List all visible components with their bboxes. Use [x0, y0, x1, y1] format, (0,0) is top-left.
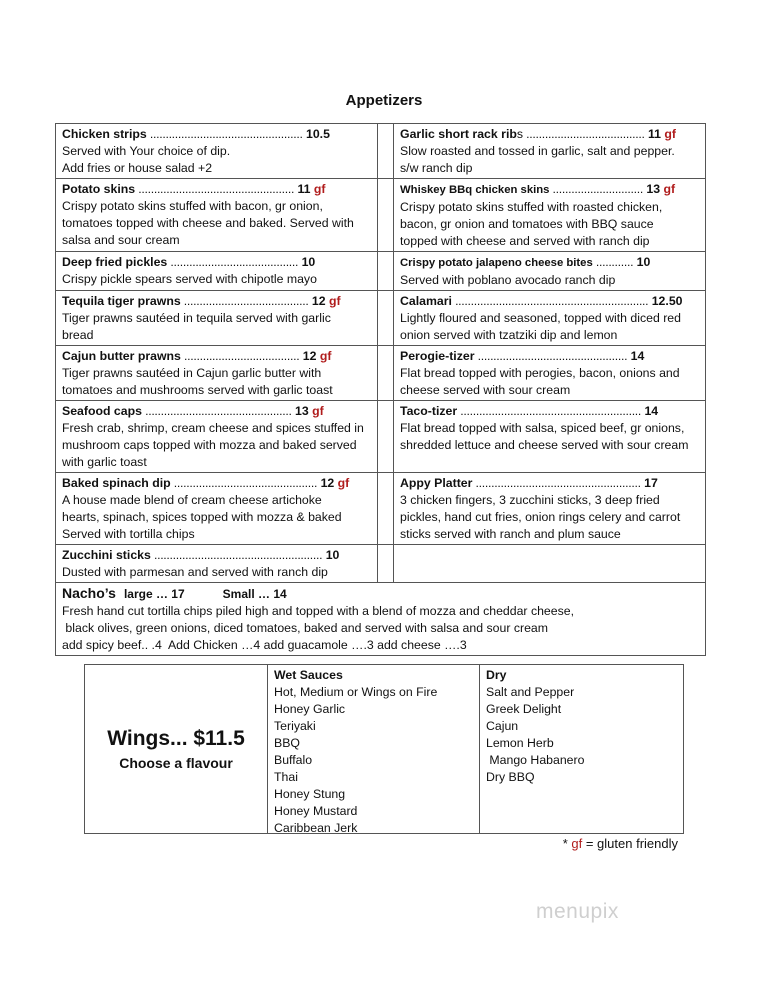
item-description: bacon, gr onion and tomatoes with BBQ sauce [400, 217, 654, 231]
item-name: Zucchini sticks [62, 548, 151, 562]
menupix-watermark: menupix [536, 900, 619, 923]
item-heading [400, 293, 699, 310]
item-price: 13 [646, 182, 661, 196]
wet-sauces-header: Wet Sauces [274, 668, 343, 682]
item-heading [62, 547, 371, 564]
item-name: Garlic short rack rib [400, 127, 517, 141]
item-price: 11 [648, 127, 661, 141]
item-description: Crispy pickle spears served with chipotle mayo [62, 272, 317, 286]
wet-sauce-item: Honey Mustard [274, 804, 358, 818]
dry-sauces-column [480, 665, 590, 833]
dot-leader: ................................................. [146, 127, 303, 141]
item-description: salsa and sour cream [62, 233, 180, 247]
item-name: Tequila tiger prawns [62, 294, 181, 308]
dot-leader: ...................................... [523, 127, 645, 141]
nachos-description: add spicy beef.. .4 Add Chicken …4 add guacamole ….3 add cheese ….3 [62, 638, 467, 652]
dot-leader: ............................. [549, 182, 643, 196]
item-description: Served with Your choice of dip. [62, 144, 231, 158]
item-description: hearts, spinach, spices topped with mozza & baked [62, 510, 342, 524]
gluten-friendly-badge: gf [664, 127, 677, 141]
item-heading [62, 348, 371, 365]
item-heading [62, 403, 371, 420]
menu-row [56, 179, 706, 252]
item-price: 10 [325, 548, 340, 562]
dry-sauce-item: Dry BBQ [486, 770, 535, 784]
dot-leader: ......................................... [167, 255, 299, 269]
item-name: Deep fried pickles [62, 255, 168, 269]
item-description: tomatoes and mushrooms served with garlic toast [62, 383, 333, 397]
wet-sauce-item: Hot, Medium or Wings on Fire [274, 685, 438, 699]
menu-item-left [56, 252, 378, 291]
menu-item-right [394, 346, 706, 401]
column-gap [378, 179, 394, 252]
item-name: Potato skins [62, 182, 136, 196]
item-heading [400, 126, 699, 143]
item-description: Add fries or house salad +2 [62, 161, 213, 175]
nachos-heading [62, 585, 699, 603]
item-description: sticks served with ranch and plum sauce [400, 527, 621, 541]
dry-sauce-item: Lemon Herb [486, 736, 554, 750]
nachos-description: black olives, green onions, diced tomatoes, baked and served with salsa and sour cream [62, 621, 548, 635]
menu-item-left [56, 545, 378, 583]
wet-sauce-item: Honey Garlic [274, 702, 346, 716]
wings-box [84, 664, 684, 834]
column-gap [378, 124, 394, 179]
item-description: bread [62, 328, 94, 342]
appetizers-table [55, 123, 706, 656]
item-price: 12.50 [651, 294, 683, 308]
nachos-description: Fresh hand cut tortilla chips piled high and topped with a blend of mozza and cheddar cheese, [62, 604, 575, 618]
item-heading [400, 403, 699, 420]
item-description: s/w ranch dip [400, 161, 473, 175]
item-price: 11 [297, 182, 311, 196]
item-name: Taco-tizer [400, 404, 458, 418]
item-heading [62, 475, 371, 492]
item-description: A house made blend of cream cheese artichoke [62, 493, 322, 507]
menu-item-right [394, 252, 706, 291]
item-description: Fresh crab, shrimp, cream cheese and spices stuffed in [62, 421, 364, 435]
menu-row [56, 346, 706, 401]
menu-item-right [394, 179, 706, 252]
nachos-row [56, 583, 706, 656]
item-price: 14 [630, 349, 645, 363]
menu-item-right [394, 401, 706, 473]
dot-leader: ............................................... [141, 404, 292, 418]
item-name-suffix: s [516, 127, 524, 141]
column-gap [378, 473, 394, 545]
item-price: 17 [644, 476, 658, 490]
menu-item-left [56, 473, 378, 545]
dot-leader: ..................................................... [472, 476, 641, 490]
dot-leader: .............................................. [170, 476, 318, 490]
item-heading [400, 254, 699, 272]
gluten-friendly-badge: gf [337, 476, 350, 490]
nachos-cell [56, 583, 706, 656]
item-price: 10.5 [306, 127, 330, 141]
item-description: Flat bread topped with perogies, bacon, onions and [400, 366, 680, 380]
wings-title: Wings... $11.5 [107, 727, 245, 750]
wings-title-panel [85, 665, 268, 833]
gluten-friendly-badge: gf [328, 294, 341, 308]
item-name: Calamari [400, 294, 452, 308]
item-heading [62, 126, 371, 143]
dry-sauce-item: Greek Delight [486, 702, 562, 716]
item-heading [62, 254, 371, 271]
item-description: Tiger prawns sautéed in Cajun garlic butter with [62, 366, 322, 380]
menu-item-left [56, 401, 378, 473]
item-description: shredded lettuce and cheese served with sour cream [400, 438, 689, 452]
item-description: Tiger prawns sautéed in tequila served with garlic [62, 311, 331, 325]
item-heading [400, 475, 699, 492]
wet-sauce-item: Thai [274, 770, 298, 784]
item-price: 10 [636, 255, 651, 269]
column-gap [378, 291, 394, 346]
item-description: Flat bread topped with salsa, spiced beef, gr onions, [400, 421, 685, 435]
item-price: 12 [320, 476, 335, 490]
wings-subtitle: Choose a flavour [119, 755, 233, 771]
item-price: 12 [311, 294, 326, 308]
item-description: topped with cheese and served with ranch dip [400, 234, 650, 248]
gluten-friendly-badge: gf [312, 404, 324, 418]
gluten-friendly-badge: gf [313, 182, 326, 196]
item-heading [400, 348, 699, 365]
dry-sauce-item: Mango Habanero [486, 753, 585, 767]
item-description: Crispy potato skins stuffed with roasted chicken, [400, 200, 663, 214]
item-price: 12 [302, 349, 317, 363]
menu-item-right [394, 124, 706, 179]
wet-sauces-column [268, 665, 480, 833]
menu-row [56, 545, 706, 583]
dot-leader: ............ [592, 255, 634, 269]
item-description: pickles, hand cut fries, onion rings celery and carrot [400, 510, 681, 524]
item-price: 14 [644, 404, 659, 418]
dot-leader: .................................................. [135, 182, 295, 196]
item-description: Slow roasted and tossed in garlic, salt and pepper. [400, 144, 675, 158]
item-heading [62, 293, 371, 310]
dry-sauce-item: Cajun [486, 719, 519, 733]
item-price: 10 [301, 255, 316, 269]
menu-item-left [56, 291, 378, 346]
menu-item-left [56, 179, 378, 252]
menu-row [56, 291, 706, 346]
dot-leader: ........................................ [180, 294, 309, 308]
item-description: mushroom caps topped with mozza and baked served [62, 438, 357, 452]
item-name: Baked spinach dip [62, 476, 171, 490]
item-name: Cajun butter prawns [62, 349, 181, 363]
item-name: Crispy potato jalapeno cheese bites [400, 257, 593, 269]
dry-sauces-header: Dry [486, 668, 507, 682]
wet-sauce-item: BBQ [274, 736, 300, 750]
menu-row [56, 401, 706, 473]
wet-sauce-item: Caribbean Jerk [274, 821, 358, 835]
gluten-friendly-badge: gf [663, 182, 676, 196]
gluten-friendly-note: * gf = gluten friendly [562, 836, 678, 851]
item-name: Whiskey BBq chicken skins [400, 184, 550, 196]
dot-leader: .......................................................... [457, 404, 642, 418]
item-name: Appy Platter [400, 476, 473, 490]
dot-leader: .............................................................. [451, 294, 649, 308]
menu-item-left [56, 346, 378, 401]
nachos-large-price: large … 17 [123, 587, 185, 601]
item-description: tomatoes topped with cheese and baked. Served with [62, 216, 354, 230]
menu-item-right [394, 473, 706, 545]
item-description: Lightly floured and seasoned, topped with diced red [400, 311, 681, 325]
item-description: with garlic toast [62, 455, 147, 469]
dot-leader: ...................................................... [150, 548, 323, 562]
nachos-title: Nacho’s [62, 585, 116, 601]
nachos-small-price: Small … 14 [222, 587, 287, 601]
page-title: Appetizers [345, 92, 423, 109]
item-description: Served with tortilla chips [62, 527, 195, 541]
menu-row [56, 473, 706, 545]
item-description: Crispy potato skins stuffed with bacon, gr onion, [62, 199, 323, 213]
item-description: Dusted with parmesan and served with ranch dip [62, 565, 328, 579]
column-gap [378, 545, 394, 583]
item-description: 3 chicken fingers, 3 zucchini sticks, 3 deep fried [400, 493, 660, 507]
column-gap [378, 401, 394, 473]
item-heading [400, 181, 699, 199]
item-name: Chicken strips [62, 127, 147, 141]
item-name: Seafood caps [62, 404, 142, 418]
dot-leader: ................................................ [474, 349, 628, 363]
item-name: Perogie-tizer [400, 349, 475, 363]
item-heading [62, 181, 371, 198]
item-price: 13 [294, 404, 309, 418]
column-gap [378, 252, 394, 291]
dry-sauce-item: Salt and Pepper [486, 685, 575, 699]
menu-item-left [56, 124, 378, 179]
dot-leader: ..................................... [180, 349, 300, 363]
column-gap [378, 346, 394, 401]
menu-item-right [394, 545, 706, 583]
item-description: Served with poblano avocado ranch dip [400, 273, 616, 287]
wet-sauce-item: Honey Stung [274, 787, 346, 801]
item-description: onion served with tzatziki dip and lemon [400, 328, 618, 342]
menu-row [56, 252, 706, 291]
menu-item-right [394, 291, 706, 346]
item-description: cheese served with sour cream [400, 383, 571, 397]
wet-sauce-item: Buffalo [274, 753, 313, 767]
menu-row [56, 124, 706, 179]
gluten-friendly-badge: gf [319, 349, 332, 363]
wet-sauce-item: Teriyaki [274, 719, 316, 733]
